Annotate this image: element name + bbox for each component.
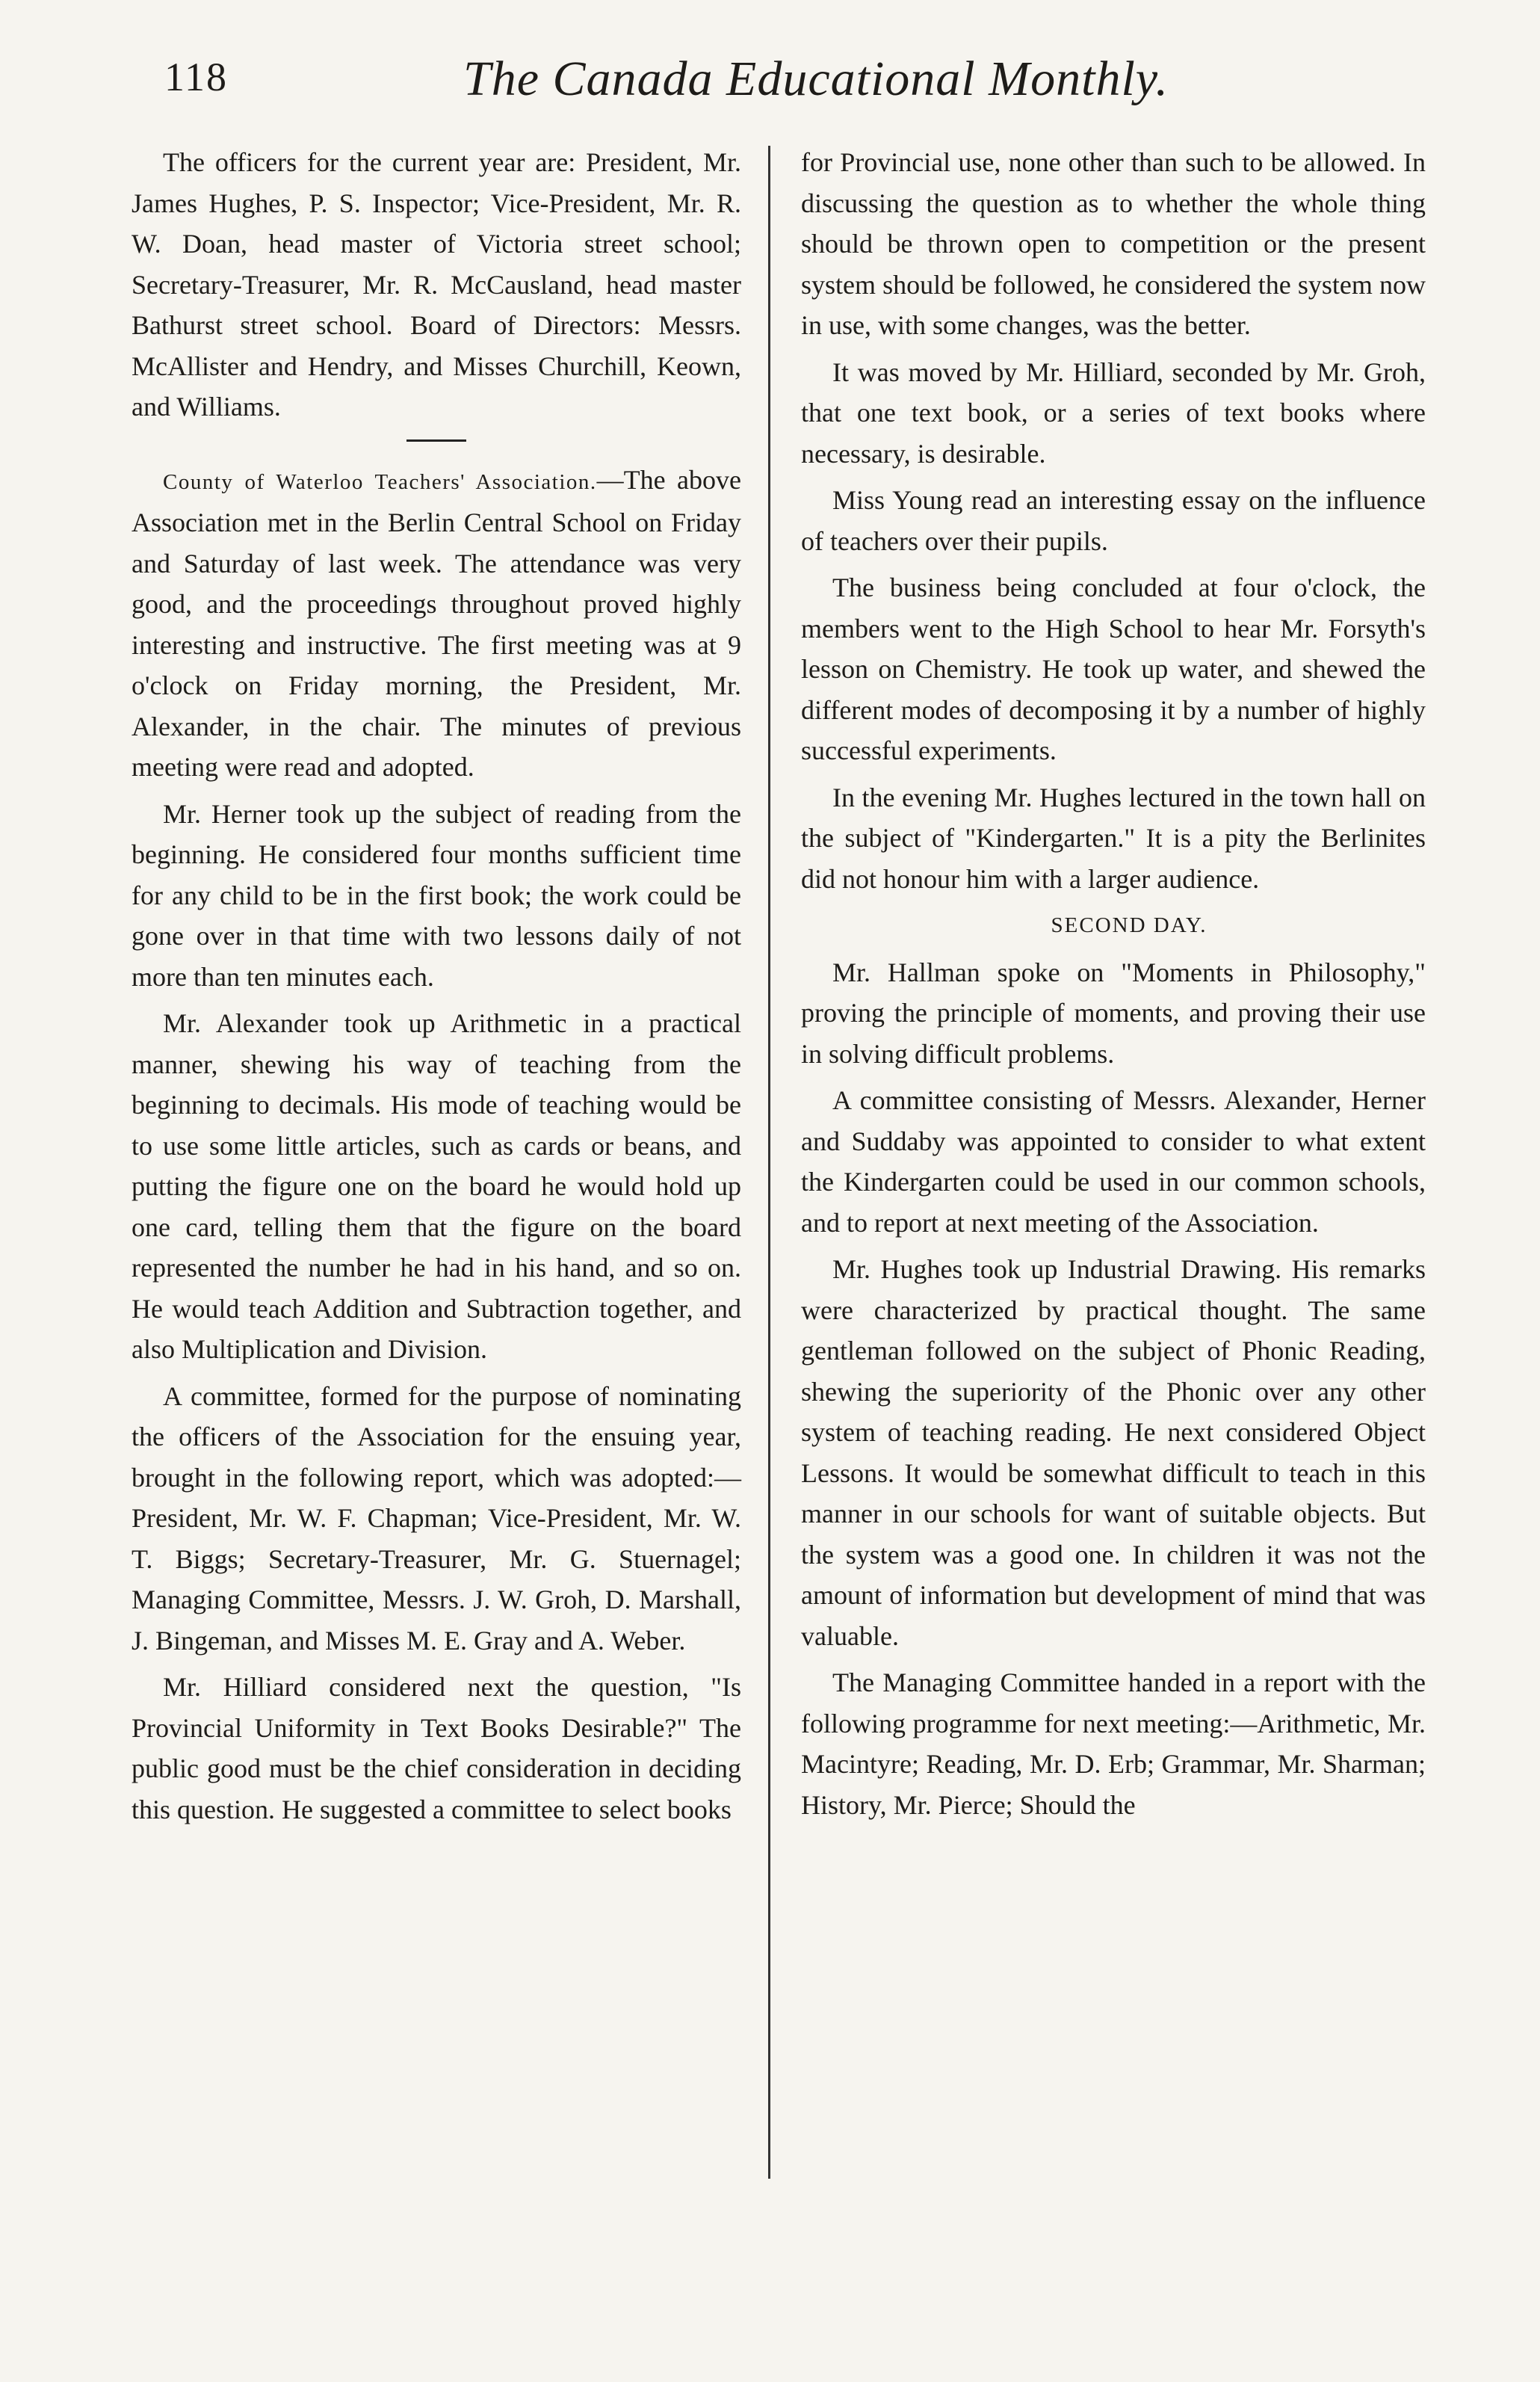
arithmetic-paragraph: Mr. Alexander took up Arithmetic in a practical manner, shewing his way of teaching from the beginning to decimals. His mode of teaching would be to use some little articles, such as cards or beans, and putting the figure one on the board he would hold up one card, telling them that the figure on the board represented the number he had in his hand, and so on. He would teach Addition and Subtraction together, and also Multiplication and Division. [132, 1008, 741, 1364]
essay-paragraph: Miss Young read an interesting essay on the influence of teachers over their pupils. [801, 485, 1426, 556]
provincial-use-paragraph: for Provincial use, none other than such to be allowed. In discussing the question as to whether the whole thing should be thrown open to competition or the present system should be followed, he considered the system now in use, with some changes, was the better. [801, 147, 1426, 340]
column-rule [768, 146, 770, 2179]
left-column [132, 142, 741, 1836]
running-head [0, 45, 1540, 120]
programme-paragraph: The Managing Committee handed in a report with the following programme for next meeting:—Arithmetic, Mr. Macintyre; Reading, Mr. D. Erb; Grammar, Mr. Sharman; History, Mr. Pierce; Should the [801, 1667, 1426, 1820]
uniformity-paragraph: Mr. Hilliard considered next the question, "Is Provincial Uniformity in Text Books Desirable?" The public good must be the chief consideration in deciding this question. He suggested a committee to select books [132, 1672, 741, 1824]
journal-title: The Canada Educational Monthly. [463, 52, 1169, 106]
association-heading: County of Waterloo Teachers' Association. [163, 469, 597, 494]
reading-paragraph: Mr. Herner took up the subject of reading from the beginning. He considered four months sufficient time for any child to be in the first book; the work could be gone over in that time with two lessons daily of not more than ten minutes each. [132, 798, 741, 992]
nominating-committee-paragraph: A committee, formed for the purpose of nominating the officers of the Association for the ensuing year, brought in the following report, which was adopted:—President, Mr. W. F. Chapman; Vice-President, Mr. W. T. Biggs; Secretary-Treasurer, Mr. G. Stuernagel; Managing Committee, Messrs. J. W. Groh, D. Marshall, J. Bingeman, and Misses M. E. Gray and A. Weber. [132, 1380, 741, 1656]
kindergarten-lecture-paragraph: In the evening Mr. Hughes lectured in the town hall on the subject of "Kindergarten." It is a pity the Berlinites did not honour him with a larger audience. [801, 782, 1426, 894]
moments-paragraph: Mr. Hallman spoke on "Moments in Philosophy," proving the principle of moments, and proving their use in solving difficult problems. [801, 957, 1426, 1069]
drawing-paragraph: Mr. Hughes took up Industrial Drawing. His remarks were characterized by practical thought. The same gentleman followed on the subject of Phonic Reading, shewing the superiority of the Phonic over any other system of teaching reading. He next considered Object Lessons. It would be somewhat difficult to teach in this manner in our schools for want of suitable objects. But the system was a good one. In children it was not the amount of information but development of mind that was valuable. [801, 1254, 1426, 1651]
chemistry-paragraph: The business being concluded at four o'clock, the members went to the High School to hear Mr. Forsyth's lesson on Chemistry. He took up water, and shewed the different modes of decomposing it by a number of highly successful experiments. [801, 573, 1426, 765]
second-day-heading: SECOND DAY. [1051, 913, 1207, 937]
page-number: 118 [164, 55, 228, 99]
right-column [801, 142, 1426, 1831]
kindergarten-committee-paragraph: A committee consisting of Messrs. Alexander, Herner and Suddaby was appointed to consider to what extent the Kindergarten could be used in our common schools, and to report at next meeting of the Association. [801, 1085, 1426, 1238]
waterloo-association-paragraph [132, 460, 741, 788]
officers-paragraph: The officers for the current year are: President, Mr. James Hughes, P. S. Inspector; Vice-President, Mr. R. W. Doan, head master of Victoria street school; Secretary-Treasurer, Mr. R. McCausland, head master Bathurst street school. Board of Directors: Messrs. McAllister and Hendry, and Misses Churchill, Keown, and Williams. [132, 147, 741, 422]
motion-paragraph: It was moved by Mr. Hilliard, seconded by Mr. Groh, that one text book, or a series of text books where necessary, is desirable. [801, 357, 1426, 469]
association-body: —The above Association met in the Berlin Central School on Friday and Saturday of last week. The attendance was very good, and the proceedings throughout proved highly interesting and instructive. The first meeting was at 9 o'clock on Friday morning, the President, Mr. Alexander, in the chair. The minutes of previous meeting were read and adopted. [132, 464, 741, 782]
section-divider [406, 439, 466, 442]
